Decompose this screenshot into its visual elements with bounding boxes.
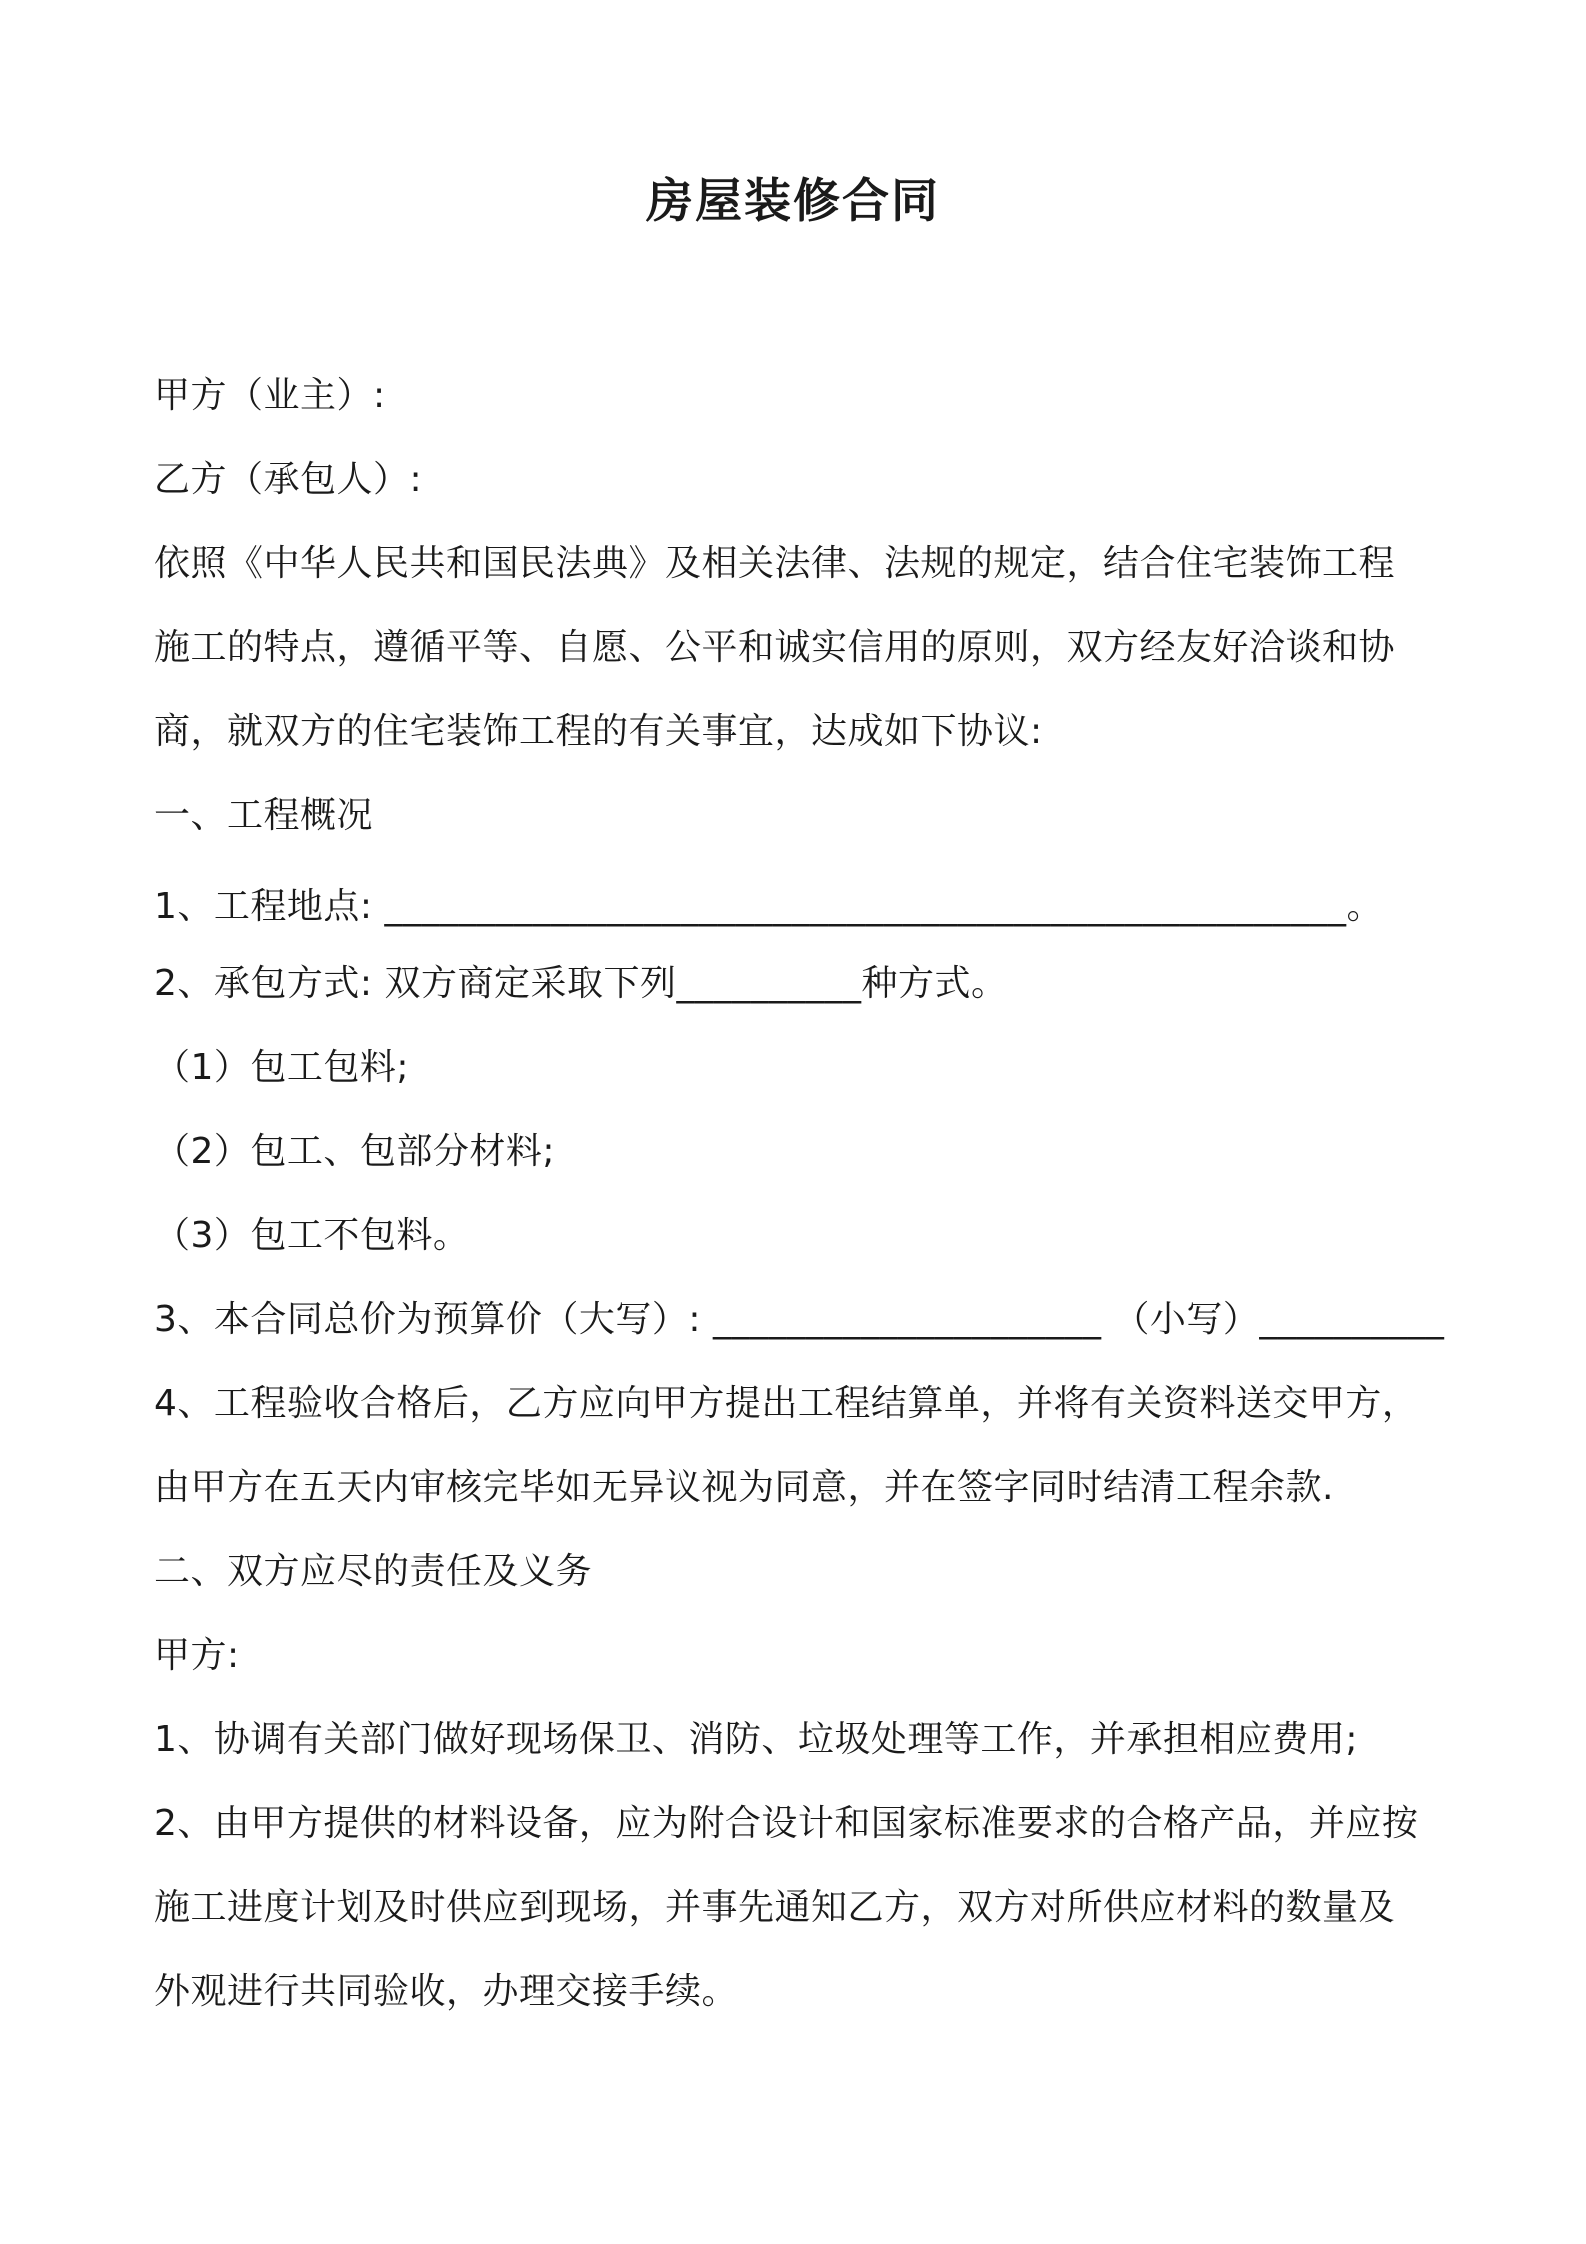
clause-1-2-contract-method: 2、承包方式: 双方商定采取下列__________种方式。 [154,963,1008,1004]
option-2: （2）包工、包部分材料; [154,1131,556,1172]
duty-2-line-1: 2、由甲方提供的材料设备，应为附合设计和国家标准要求的合格产品，并应按 [154,1803,1419,1844]
clause-1-1-location: 1、工程地点: ____________________________________________________。 [154,886,1383,927]
clause-1-4-line-2: 由甲方在五天内审核完毕如无异议视为同意，并在签字同时结清工程余款. [154,1467,1334,1508]
option-1: （1）包工包料; [154,1047,410,1088]
clause-1-4-line-1: 4、工程验收合格后，乙方应向甲方提出工程结算单，并将有关资料送交甲方， [154,1383,1419,1424]
option-3: （3）包工不包料。 [154,1215,470,1256]
duty-2-line-2: 施工进度计划及时供应到现场，并事先通知乙方，双方对所供应材料的数量及 [154,1887,1396,1928]
party-a-line: 甲方（业主）: [154,375,386,416]
preamble-line-1: 依照《中华人民共和国民法典》及相关法律、法规的规定，结合住宅装饰工程 [154,543,1396,584]
preamble-line-2: 施工的特点，遵循平等、自愿、公平和诚实信用的原则，双方经友好洽谈和协 [154,627,1396,668]
preamble-line-3: 商，就双方的住宅装饰工程的有关事宜，达成如下协议: [154,711,1043,752]
section-1-heading: 一、工程概况 [154,795,374,836]
clause-1-3-price: 3、本合同总价为预算价（大写）: _____________________ （小写）__________ [154,1299,1445,1340]
duty-1: 1、协调有关部门做好现场保卫、消防、垃圾处理等工作，并承担相应费用; [154,1719,1359,1760]
section-2-heading: 二、双方应尽的责任及义务 [154,1551,593,1592]
document-title: 房屋装修合同 [646,174,940,229]
party-a-duties-heading: 甲方: [154,1635,240,1676]
duty-2-line-3: 外观进行共同验收，办理交接手续。 [154,1971,739,2012]
party-b-line: 乙方（承包人）: [154,459,423,500]
